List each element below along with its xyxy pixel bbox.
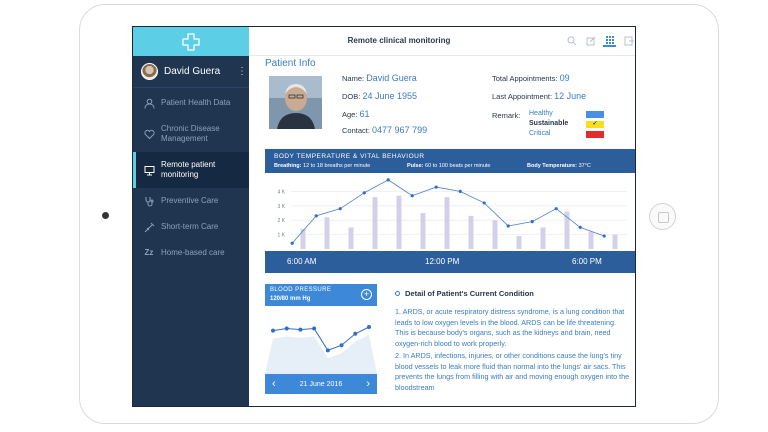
sidebar-nav [133,90,249,266]
vitals-bar [373,197,378,249]
sidebar-item-label: Patient Health Data [161,98,231,107]
vitals-bar [445,197,450,249]
bullet-icon [395,291,400,296]
remark-critical-swatch [586,131,604,138]
total-appt-value: 09 [559,73,570,83]
vitals-bar [421,213,426,249]
sidebar-item-label: Remote patient monitoring [161,160,216,179]
search-icon[interactable] [565,34,578,47]
sidebar-item-remote-monitoring[interactable] [133,152,249,188]
vitals-point [555,207,558,210]
remark-healthy [529,110,553,117]
remark-critical [529,130,550,137]
bp-point [367,325,371,329]
vitals-bar [469,216,474,249]
sleep-icon: Zz [144,248,154,257]
remark-label: Remark: [492,111,521,120]
bp-date: 21 June 2016 [299,380,343,388]
bp-point [298,328,302,332]
sidebar-item-short-term-care[interactable] [133,214,249,240]
bp-point [312,327,316,331]
y-tick-label: 3 K [277,203,285,210]
vitals-chart [265,173,635,251]
home-button[interactable] [649,203,676,230]
detail-title: Detail of Patient's Current Condition [405,289,534,298]
kebab-menu-icon[interactable]: ⋮ [237,66,247,77]
vitals-point [411,194,414,197]
sidebar-item-preventive-care[interactable] [133,188,249,214]
user-name: David Guera [164,66,221,77]
vitals-point [579,226,582,229]
vitals-point [603,234,606,237]
vitals-bar [613,235,618,249]
patient-age [342,109,370,119]
vitals-bar [517,236,522,249]
vitals-point [531,220,534,223]
camera [102,212,109,219]
sidebar-item-label: Chronic Disease Management [161,124,220,143]
detail-paragraph-1: 1. ARDS, or acute respiratory distress syndrome, is a lung condition that leads to low oxygen levels in the blood. ARDS can be life threatening. This is because body's organs, such as the kidneys and brain, need oxygen-rich blood to work properly. [395,307,625,348]
pulse-info [407,163,490,169]
breathing-info [274,163,370,169]
patient-contact [342,125,427,135]
blood-pressure-chart [265,306,377,374]
bp-point [326,348,330,352]
y-tick-label: 1 K [277,232,285,239]
user-profile[interactable] [133,56,249,88]
bp-chart-svg [265,306,377,374]
vitals-point [315,214,318,217]
remark-healthy-swatch [586,111,604,118]
edit-icon[interactable] [584,34,597,47]
export-icon[interactable] [622,34,635,47]
y-tick-label: 4 K [277,189,285,196]
sidebar-item-label: Short-term Care [161,222,219,231]
contact-value: 0477 967 799 [372,125,428,135]
stethoscope-icon [143,195,155,207]
toolbar-icons [565,34,635,47]
pulse-label: Pulse: [407,163,424,169]
time-label: 6:00 PM [572,257,602,266]
vitals-point [435,185,438,188]
vitals-time-axis [265,251,635,273]
heart-icon [143,128,155,140]
top-bar [249,27,635,56]
pulse-value: 60 to 100 beats per minute [425,163,491,169]
vitals-point [363,191,366,194]
name-value: David Guera [366,73,417,83]
vitals-point [507,224,510,227]
avatar [141,63,158,80]
grid-icon[interactable] [603,34,616,47]
vitals-point [483,201,486,204]
sidebar-item-label: Preventive Care [161,196,219,205]
vitals-bar [589,232,594,249]
remark-sustainable [529,120,598,127]
remark-sustainable-label: Sustainable [529,120,569,127]
vitals-title: BODY TEMPERATURE & VITAL BEHAVIOUR [274,153,425,160]
temp-value: 37°C [578,163,591,169]
bp-point [271,329,275,333]
vitals-point [387,178,390,181]
breathing-label: Breathing: [274,163,302,169]
vitals-bar [349,227,354,249]
vitals-bar [493,220,498,249]
vitals-bar [325,217,330,249]
bp-title: BLOOD PRESSURE [270,287,332,293]
vitals-bar [541,227,546,249]
time-label: 12:00 PM [425,257,460,266]
temp-label: Body Temperature: [527,163,578,169]
total-appointments [492,73,570,83]
bp-point [340,343,344,347]
bp-point [285,327,289,331]
vitals-chart-svg [265,173,635,251]
age-label: Age: [342,110,358,119]
medical-cross-logo-icon [181,32,201,52]
sidebar-item-label: Home-based care [161,248,225,257]
temperature-info [527,163,591,169]
sidebar [133,27,249,406]
time-label: 6:00 AM [287,257,317,266]
chevron-left-icon[interactable]: ‹ [272,378,276,390]
vitals-bar [301,229,306,249]
add-icon[interactable]: + [361,289,372,300]
dob-label: DOB: [342,92,361,101]
patient-info-title: Patient Info [265,58,316,69]
monitor-icon [143,164,155,176]
patient-name [342,73,417,83]
blood-pressure-header [265,284,377,306]
contact-label: Contact: [342,126,370,135]
dob-value: 24 June 1955 [362,91,417,101]
person-icon [143,97,155,109]
app-screen [133,27,635,406]
vitals-header [265,149,635,173]
bp-value: 120/80 mm Hg [270,296,311,302]
vitals-point [459,190,462,193]
page-title: Remote clinical monitoring [347,36,451,45]
checkmark-icon: ✓ [586,121,604,128]
chevron-right-icon[interactable]: › [366,378,370,390]
remark-critical-label: Critical [529,130,551,137]
y-tick-label: 2 K [277,218,285,225]
last-appt-value: 12 June [554,91,587,101]
last-appointment [492,91,586,101]
age-value: 61 [359,109,370,119]
bp-point [353,332,357,336]
vitals-bar [397,196,402,249]
vitals-point [291,242,294,245]
sidebar-item-patient-health-data[interactable] [133,90,249,116]
last-appt-label: Last Appointment: [492,92,553,101]
sidebar-item-chronic-disease[interactable] [133,116,249,152]
date-navigator [265,374,377,394]
patient-dob [342,91,417,101]
detail-paragraph-2: 2. In ARDS, infections, injuries, or other conditions cause the lung's tiny blood vessels to leak more fluid than normal into the lungs' air sacs. This prevents the lungs from filling with air and moving enough oxygen into the bloodstream [395,351,630,392]
vitals-point [339,207,342,210]
bp-area [265,335,377,374]
name-label: Name: [342,74,365,83]
logo-bar [133,27,249,56]
syringe-icon [143,221,155,233]
sidebar-item-home-based-care[interactable] [133,240,249,266]
total-appt-label: Total Appointments: [492,74,558,83]
patient-photo [269,76,322,129]
remark-healthy-label: Healthy [529,110,553,117]
breathing-value: 12 to 18 breaths per minute [303,163,371,169]
